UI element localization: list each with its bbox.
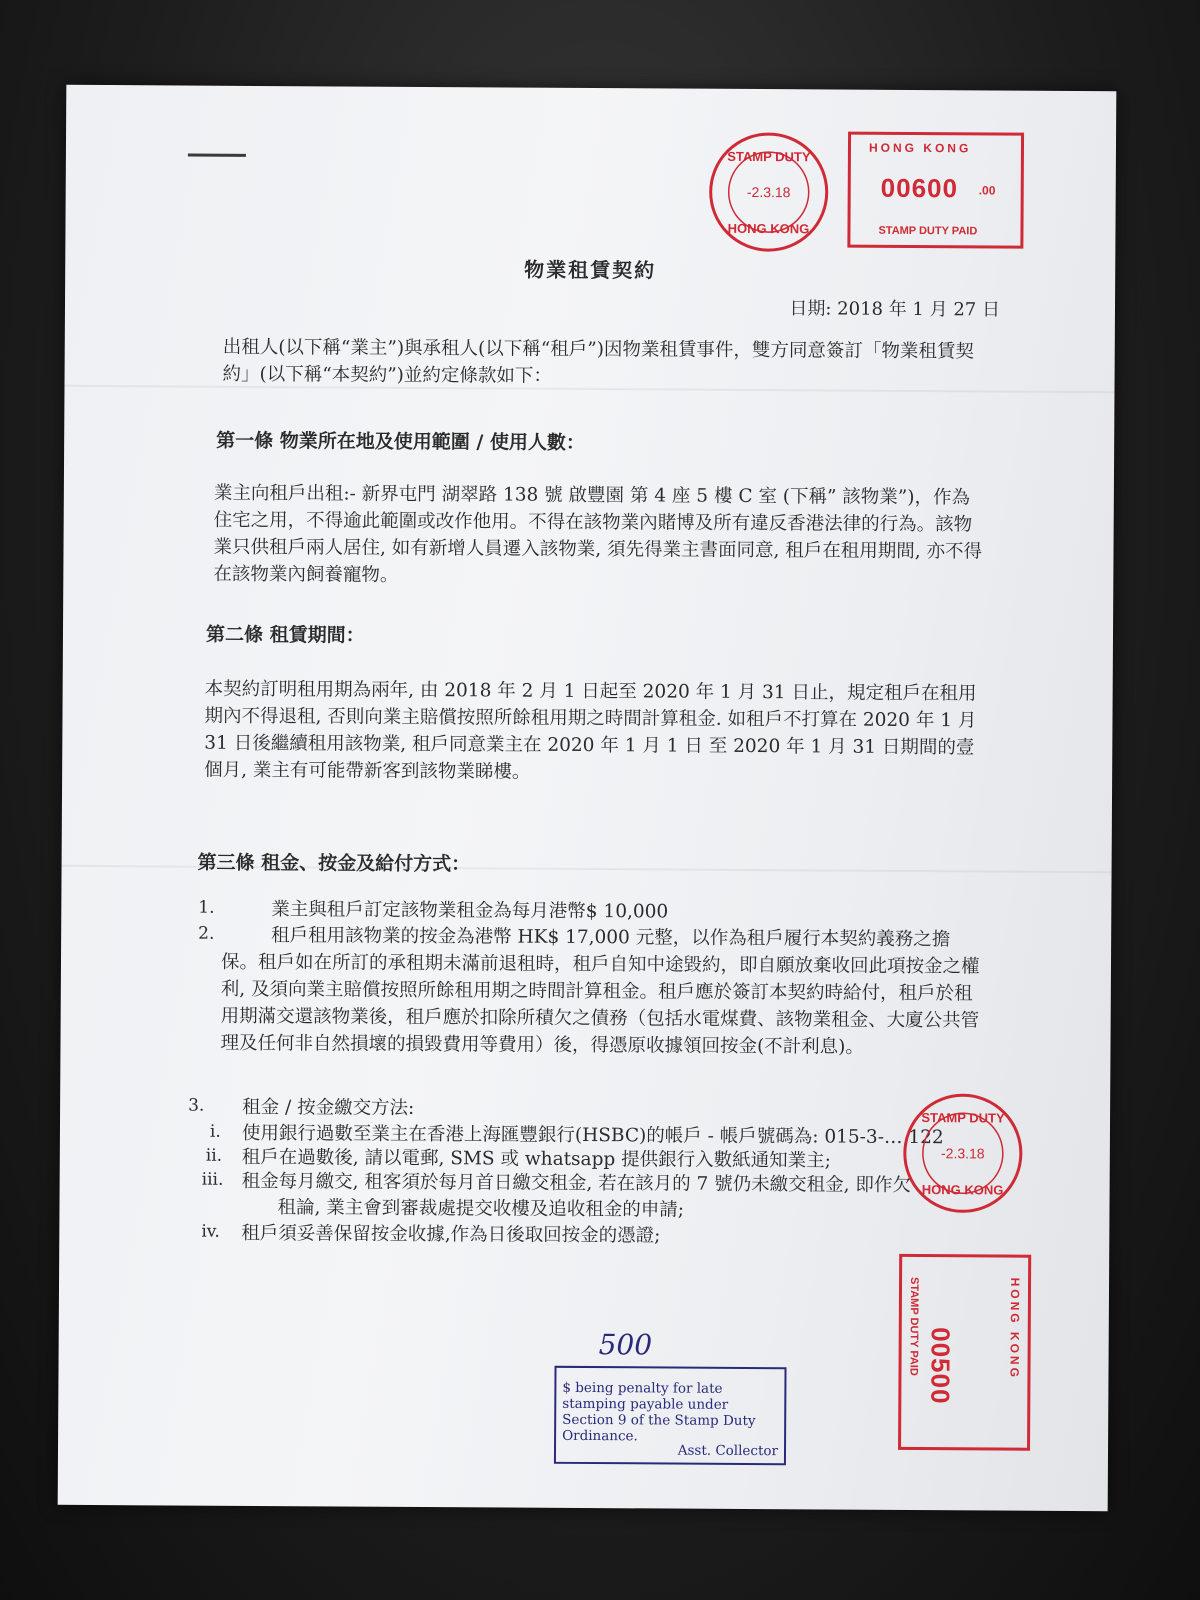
subitem-number: ii. <box>205 1145 223 1166</box>
item-number: 1. <box>198 897 215 918</box>
item-2-deposit-cont: 保。租戶如在所訂的承租期未滿前退租時，租戶自知中途毀約，即自願放棄收回此項按金之權利, 及須向業主賠償按照所餘租用期之時間計算租金。租戶應於簽訂本契約時給付，租戶於租用期滿交還該物業後，租戶應於扣除所積欠之債務（包括水電煤費、該物業租金、大廈公共管理及任何非自然損壞的損毀費用等費用）後，得憑原收據領回按金(不計利息)。 <box>220 951 980 1058</box>
section-1-heading: 第一條 物業所在地及使用範圍 / 使用人數： <box>216 429 586 454</box>
stamp-amount: 00500 <box>925 1327 956 1405</box>
penalty-signer: Asst. Collector <box>677 1442 779 1460</box>
contract-page <box>58 85 1117 1511</box>
svg-text:HONG KONG: HONG KONG <box>921 1182 1004 1198</box>
penalty-text: $ being penalty for late stamping payable under Section 9 of the Stamp Duty Ordinance. <box>562 1379 756 1445</box>
section-1-body: 業主向租戶出租:- 新界屯門 湖翠路 138 號 啟豐園 第 4 座 5 樓 C 室 (下稱” 該物業”)，作為住宅之用，不得逾此範圍或改作他用。不得在該物業內賭博及所有違反香港法律的行為。該物業只供租戶兩人居住, 如有新增人員遷入該物業, 須先得業主書面同意, 租戶在租用期間, 亦不得在該物業內飼養寵物。 <box>213 482 983 586</box>
section-2-heading: 第二條 租賃期間： <box>205 623 365 647</box>
svg-text:STAMP DUTY: STAMP DUTY <box>727 148 811 165</box>
stamp-duty-paid-rect-2 <box>898 1254 1031 1451</box>
handwritten-penalty-amount: 500 <box>598 1328 653 1362</box>
stamp-top-text: HONG KONG <box>868 140 972 156</box>
stamp-bottom-text: STAMP DUTY PAID <box>878 224 978 238</box>
subitem-iii: 租金每月繳交, 租客須於每月首日繳交租金, 若在該月的 7 號仍未繳交租金, 即作欠 <box>241 1170 912 1196</box>
stamp-duty-paid-rect-1 <box>847 132 1024 249</box>
item-number: 3. <box>188 1095 205 1116</box>
item-2-deposit: 租戶租用該物業的按金為港幣 HK$ 17,000 元整，以作為租戶履行本契約義務之擔 <box>271 925 951 951</box>
svg-text:-2.3.18: -2.3.18 <box>940 1145 985 1162</box>
item-1-rent: 業主與租戶訂定該物業租金為每月港幣$ 10,000 <box>271 899 669 923</box>
intro-paragraph: 出租人(以下稱“業主”)與承租人(以下稱“租戶”)因物業租賃事件，雙方同意簽訂「物業租賃契約」(以下稱“本契約”)並約定條款如下： <box>222 336 975 387</box>
subitem-iv: 租戶須妥善保留按金收據,作為日後取回按金的憑證; <box>241 1222 661 1247</box>
section-2-body: 本契約訂明租用期為兩年, 由 2018 年 2 月 1 日起至 2020 年 1 月 31 日止，規定租戶在租用期內不得退租, 否則向業主賠償按照所餘租用期之時間計算租金. 如租戶不打算在 2020 年 1 月 31 日後繼續租用該物業, 租戶同意業主在 2020 年 1 月 1 日 至 2020 年 1 月 31 日期間的壹個月, 業主有可能帶新客到該物業睇樓。 <box>204 678 977 783</box>
stamp-bottom-text: STAMP DUTY PAID <box>907 1276 921 1376</box>
document-date: 日期: 2018 年 1 月 27 日 <box>789 298 1001 321</box>
document-title: 物業租賃契約 <box>524 257 657 283</box>
svg-text:HONG KONG: HONG KONG <box>727 220 810 237</box>
stamp-duty-round-seal-1 <box>705 129 832 256</box>
item-number: 2. <box>198 923 215 944</box>
subitem-number: i. <box>209 1121 221 1142</box>
pen-mark <box>188 154 246 157</box>
svg-text:-2.3.18: -2.3.18 <box>746 183 791 201</box>
stamp-cents: .00 <box>978 183 996 198</box>
subitem-iii-cont: 租論, 業主會到審裁處提交收樓及追收租金的申請; <box>277 1197 685 1221</box>
svg-text:STAMP DUTY: STAMP DUTY <box>921 1110 1005 1126</box>
late-stamping-penalty-stamp <box>554 1366 787 1465</box>
stamp-duty-round-seal-2 <box>899 1090 1026 1217</box>
item-3-payment-method: 租金 / 按金繳交方法: <box>242 1096 415 1119</box>
subitem-ii: 租戶在過數後, 請以電郵, SMS 或 whatsapp 提供銀行入數紙通知業主; <box>241 1146 831 1172</box>
stamp-amount: 00600 <box>880 172 959 204</box>
stamp-top-text: HONG KONG <box>1007 1277 1023 1381</box>
subitem-i: 使用銀行過數至業主在香港上海匯豐銀行(HSBC)的帳戶 - 帳戶號碼為: 015-3-… 122 <box>241 1122 944 1149</box>
subitem-number: iv. <box>201 1221 220 1242</box>
section-3-heading: 第三條 租金、按金及給付方式： <box>197 851 471 876</box>
subitem-number: iii. <box>201 1169 224 1190</box>
